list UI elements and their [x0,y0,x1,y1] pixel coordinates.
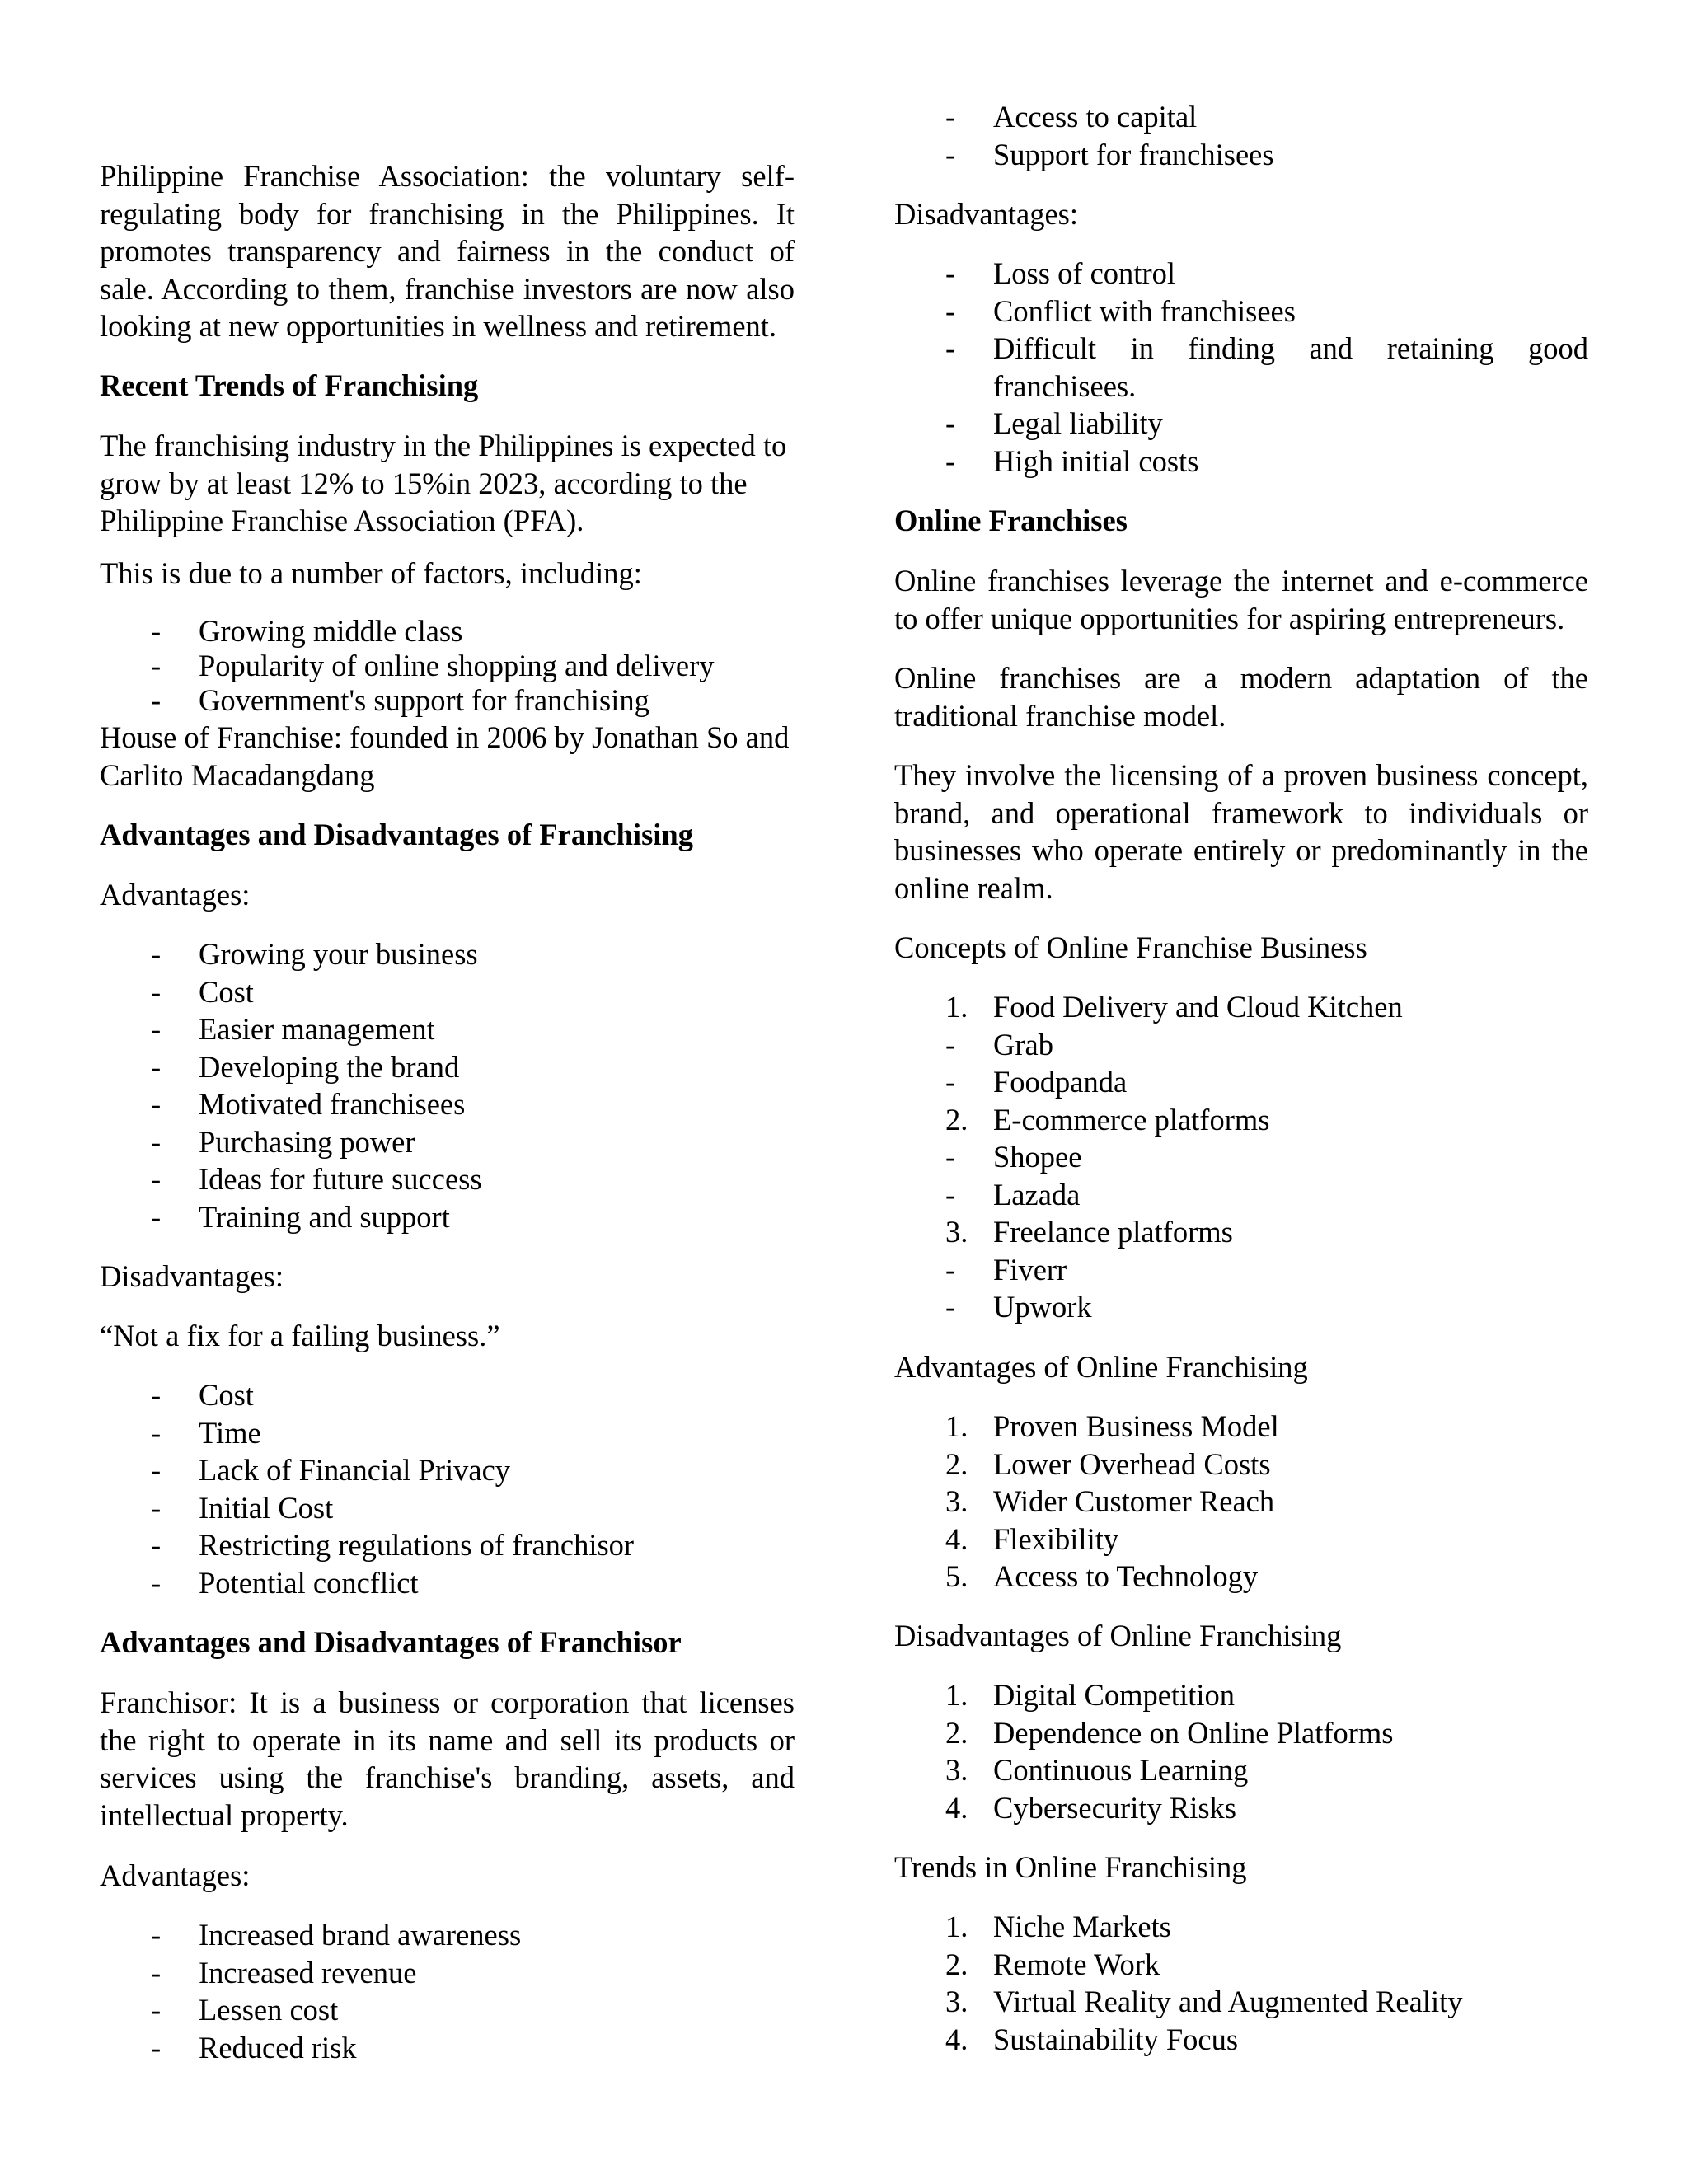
list-item: - Reduced risk [151,2030,357,2064]
concepts-label: Concepts of Online Franchise Business [894,930,1367,964]
list-item: - Government's support for franchising [151,683,649,717]
list-item: 3. Continuous Learning [945,1753,1249,1787]
online-trends-list [894,1908,1588,2058]
list-item: - Lessen cost [151,1993,339,2027]
list-item: 3. Freelance platforms [945,1215,1233,1249]
list-item: 1. Proven Business Model [945,1409,1279,1443]
list-item: 1. Niche Markets [945,1910,1171,1943]
list-item: 4. Flexibility [945,1521,1119,1556]
advantages-list [100,935,795,1235]
list-item: - Shopee [945,1140,1082,1174]
list-item: - Restricting regulations of franchisor [151,1528,635,1562]
list-item: 2. Lower Overhead Costs [945,1446,1271,1481]
list-item: 3. Virtual Reality and Augmented Reality [945,1985,1463,2018]
list-item: - Access to capital [945,100,1198,134]
list-item: - Training and support [151,1199,450,1234]
quote: “Not a fix for a failing business.” [100,1319,500,1352]
list-item: - Cost [151,974,254,1009]
trends-paragraph: The franchising industry in the Philippines is expected to grow by at least 12% to 15%in 2023, according to the Philippine Franchise Association (PFA). [100,429,787,537]
online-paragraph-3: They involve the licensing of a proven business concept, brand, and operational framework to individuals or businesses who operate entirely or predominantly in the online realm. [894,758,1588,905]
pfa-paragraph: Philippine Franchise Association: the voluntary self-regulating body for franchising in the Philippines. It promotes transparency and fairness in the conduct of sale. According to them, franchise investors are now also looking at new opportunities in wellness and retirement. [100,159,795,343]
list-item: - Foodpanda [945,1065,1128,1099]
online-disadvantages-label: Disadvantages of Online Franchising [894,1619,1342,1652]
list-item: - Legal liability [945,406,1163,440]
list-item: - Motivated franchisees [151,1087,466,1121]
online-paragraph-1: Online franchises leverage the internet and e-commerce to offer unique opportunities for aspiring entrepreneurs. [894,564,1588,635]
list-item: - Developing the brand [151,1049,460,1084]
list-item: - Loss of control [945,256,1175,290]
online-trends-label: Trends in Online Franchising [894,1850,1247,1884]
franchisor-paragraph: Franchisor: It is a business or corporation that licenses the right to operate in its name and sell its products or services using the franchise's branding, assets, and intellectual property. [100,1685,795,1832]
franchisor-heading: Advantages and Disadvantages of Franchisor [100,1625,682,1659]
trends-heading: Recent Trends of Franchising [100,368,479,402]
list-item: - Lack of Financial Privacy [151,1453,511,1487]
list-item: - Purchasing power [151,1124,415,1159]
franchisor-advantages-label: Advantages: [100,1858,251,1892]
concepts-list [894,988,1588,1326]
online-heading: Online Franchises [894,504,1128,537]
list-item: - Conflict with franchisees [945,293,1296,328]
list-item: - Increased brand awareness [151,1918,522,1952]
list-item: 5. Access to Technology [945,1559,1259,1593]
list-item: 3. Wider Customer Reach [945,1484,1275,1518]
list-item: - High initial costs [945,443,1199,478]
house-paragraph: House of Franchise: founded in 2006 by Jonathan So and Carlito Macadangdang [100,720,790,792]
franchisor-disadvantages-label: Disadvantages: [894,197,1078,231]
franchisor-advantages-list [100,1916,795,2066]
list-item: 2. Dependence on Online Platforms [945,1715,1394,1750]
factors-intro: This is due to a number of factors, including: [100,556,642,590]
disadvantages-label: Disadvantages: [100,1259,284,1293]
list-item: - Easier management [151,1012,435,1046]
factors-list [100,614,795,718]
list-item: - Increased revenue [151,1955,417,1990]
list-item: - Grab [945,1027,1053,1062]
list-item: 1. Food Delivery and Cloud Kitchen [945,990,1403,1024]
list-item: - Cost [151,1378,254,1412]
online-advantages-label: Advantages of Online Franchising [894,1350,1308,1384]
list-item: - Potential concflict [151,1565,419,1600]
list-item: - Upwork [945,1290,1092,1324]
list-item: 2. Remote Work [945,1947,1160,1981]
disadvantages-list [100,1376,795,1601]
list-item: - Growing middle class [151,614,463,648]
list-item: - Initial Cost [151,1490,334,1525]
online-disadvantages-list [894,1676,1588,1826]
online-paragraph-2: Online franchises are a modern adaptation of the traditional franchise model. [894,661,1588,733]
list-item: 4. Sustainability Focus [945,2022,1239,2056]
list-item: 1. Digital Competition [945,1678,1235,1712]
advantages-label: Advantages: [100,878,251,912]
list-item: - Lazada [945,1177,1081,1212]
online-advantages-list [894,1408,1588,1596]
list-item: - Time [151,1415,261,1450]
list-item: - Popularity of online shopping and delivery [151,649,715,682]
list-item: - Difficult in finding and retaining good franchisees. [945,331,1588,403]
list-item: - Growing your business [151,937,478,971]
list-item: - Fiverr [945,1252,1067,1286]
list-item: 4. Cybersecurity Risks [945,1790,1237,1825]
list-item: 2. E-commerce platforms [945,1102,1270,1137]
franchisor-disadvantages-list [894,255,1588,480]
adv-dis-heading: Advantages and Disadvantages of Franchising [100,818,693,851]
franchisor-advantages-cont-list [894,98,1588,173]
list-item: - Ideas for future success [151,1162,482,1196]
list-item: - Support for franchisees [945,137,1274,171]
